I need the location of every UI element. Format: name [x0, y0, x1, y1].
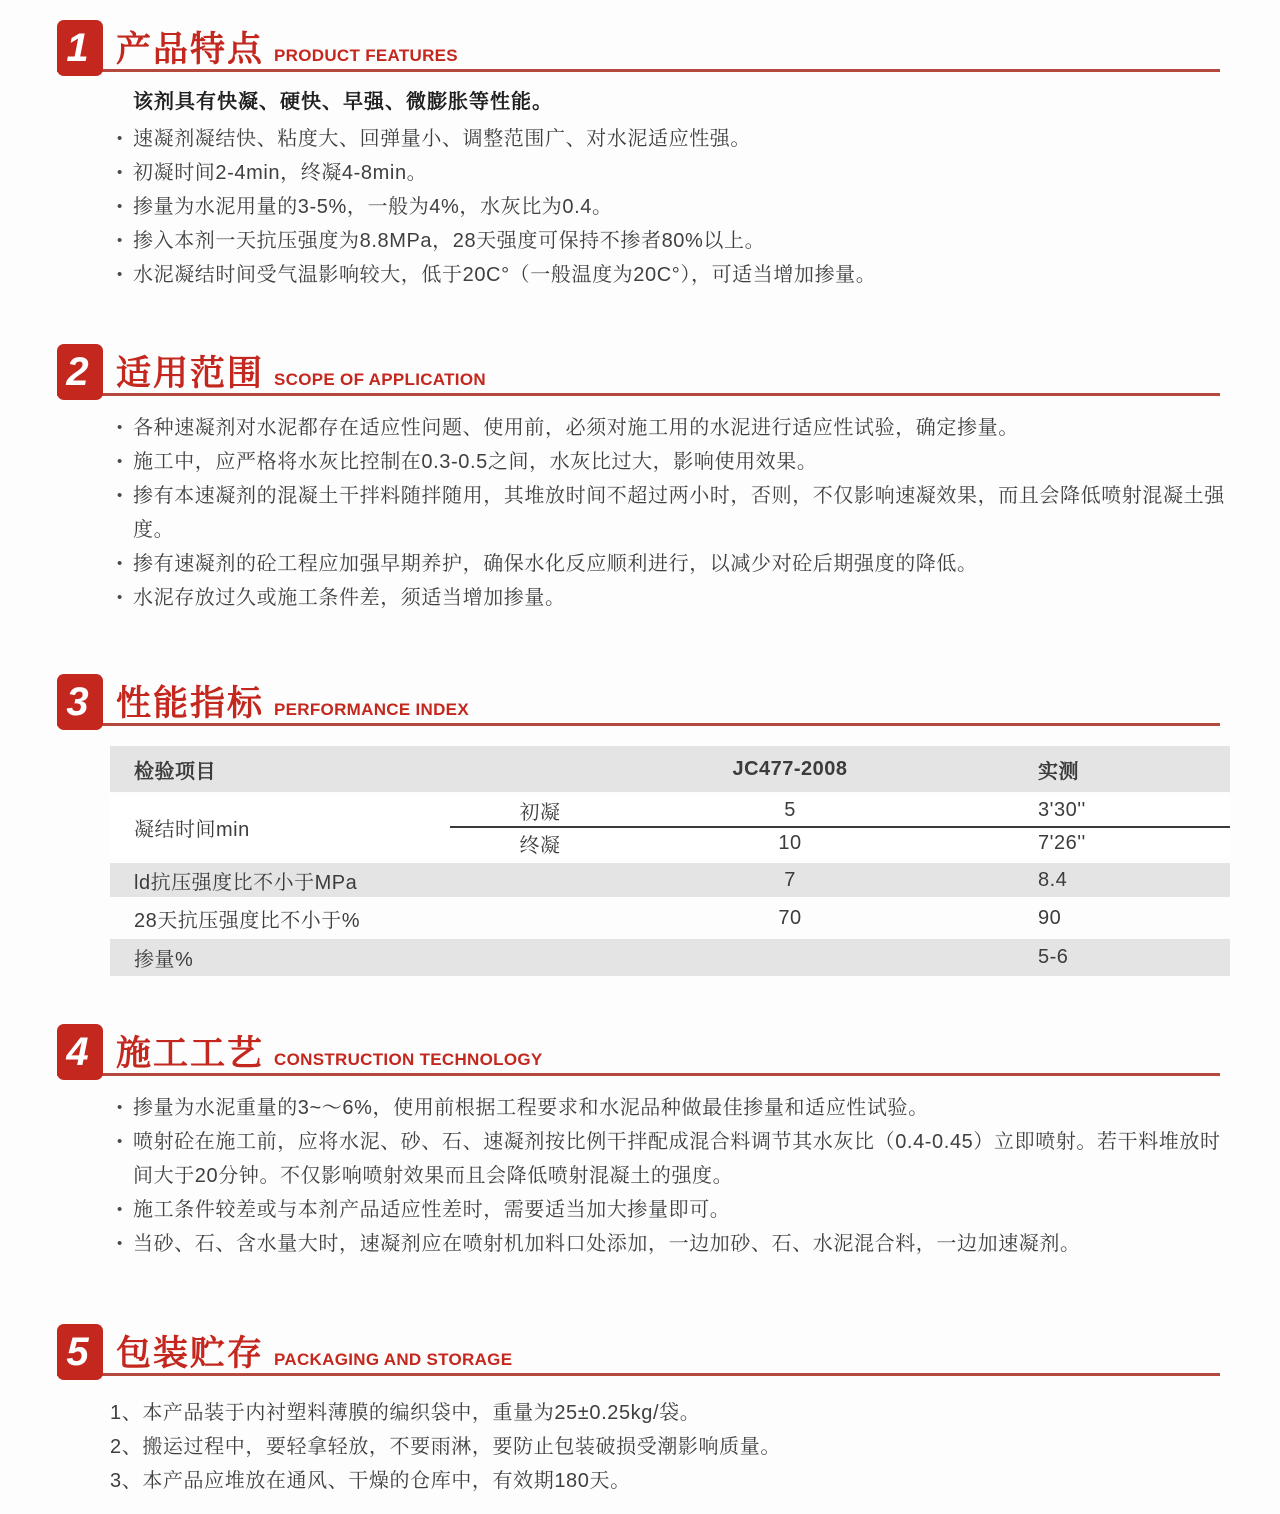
table-cell-sub: 初凝 [519, 802, 561, 824]
section-number-badge: 1 [57, 20, 103, 76]
section-title-en: PACKAGING AND STORAGE [274, 1350, 513, 1369]
table-row [110, 939, 1230, 976]
section-header [57, 18, 1220, 72]
table-cell-measured: 3'30'' [1038, 799, 1086, 821]
table-cell-measured: 7'26'' [1038, 832, 1086, 854]
section-title-cn: 产品特点 [116, 30, 265, 69]
section-header [57, 672, 1220, 726]
section-title-cn: 施工工艺 [116, 1034, 265, 1073]
section-title-cn: 包装贮存 [116, 1334, 265, 1373]
numbered-list [110, 1396, 1280, 1498]
section-number-badge: 3 [57, 674, 103, 730]
bullet-list [115, 1091, 1230, 1261]
bullet-item: • 掺有本速凝剂的混凝土干拌料随拌随用，其堆放时间不超过两小时，否则，不仅影响速凝效果，而且会降低喷射混凝土强度。 [115, 479, 1230, 547]
bullet-item: • 各种速凝剂对水泥都存在适应性问题、使用前，必须对施工用的水泥进行适应性试验，确定掺量。 [115, 411, 1230, 445]
section-product-features [0, 18, 1280, 292]
bullet-list [115, 122, 1230, 292]
section-header [57, 342, 1220, 396]
bullet-item: • 速凝剂凝结快、粘度大、回弹量小、调整范围广、对水泥适应性强。 [115, 122, 1230, 156]
section-title-en: CONSTRUCTION TECHNOLOGY [274, 1050, 543, 1069]
col-header-measured: 实测 [1038, 760, 1079, 783]
bullet-list [115, 411, 1230, 615]
table-row-setting-time [110, 795, 1230, 859]
table-cell-item: 掺量% [134, 949, 194, 971]
bullet-item: • 施工条件较差或与本剂产品适应性差时，需要适当加大掺量即可。 [115, 1193, 1230, 1227]
section-packaging-storage [0, 1322, 1280, 1498]
section-number-badge: 4 [57, 1024, 103, 1080]
bullet-item: • 初凝时间2-4min，终凝4-8min。 [115, 156, 1230, 190]
table-cell-jc: 10 [778, 832, 802, 854]
col-header-item: 检验项目 [134, 760, 216, 783]
table-row [110, 863, 1230, 897]
table-subrow-initial [450, 795, 1230, 826]
numbered-item: 1、本产品装于内衬塑料薄膜的编织袋中，重量为25±0.25kg/袋。 [110, 1402, 701, 1424]
numbered-item: 3、本产品应堆放在通风、干燥的仓库中，有效期180天。 [110, 1470, 631, 1492]
section-construction-technology [0, 1022, 1280, 1261]
table-cell-sub: 终凝 [519, 835, 561, 857]
bullet-item: • 水泥存放过久或施工条件差，须适当增加掺量。 [115, 581, 1230, 615]
section-performance-index [0, 672, 1280, 976]
section-title-cn: 适用范围 [116, 354, 265, 393]
section-title-en: PRODUCT FEATURES [274, 46, 458, 65]
section-title-cn: 性能指标 [116, 684, 265, 723]
bullet-item: • 掺入本剂一天抗压强度为8.8MPa，28天强度可保持不掺者80%以上。 [115, 224, 1230, 258]
bullet-item: • 施工中，应严格将水灰比控制在0.3-0.5之间，水灰比过大，影响使用效果。 [115, 445, 1230, 479]
bullet-item: • 喷射砼在施工前，应将水泥、砂、石、速凝剂按比例干拌配成混合料调节其水灰比（0.4-0.45）立即喷射。若干料堆放时间大于20分钟。不仅影响喷射效果而且会降低喷射混凝土的强度。 [115, 1125, 1230, 1193]
table-cell-item: 28天抗压强度比不小于% [134, 909, 361, 932]
col-header-jc: JC477-2008 [732, 757, 848, 780]
setting-time-subrows [450, 795, 1230, 859]
bullet-item: • 掺量为水泥用量的3-5%，一般为4%，水灰比为0.4。 [115, 190, 1230, 224]
table-cell-measured: 8.4 [1038, 868, 1068, 891]
table-subrow-final [450, 828, 1230, 859]
table-cell-jc: 5 [784, 799, 796, 821]
bullet-item: • 掺量为水泥重量的3~～6%，使用前根据工程要求和水泥品种做最佳掺量和适应性试验。 [115, 1091, 1230, 1125]
section-title-en: SCOPE OF APPLICATION [274, 370, 486, 389]
table-header-row [110, 746, 1230, 792]
section-title-en: PERFORMANCE INDEX [274, 700, 469, 719]
table-cell-measured: 5-6 [1038, 946, 1069, 968]
table-row [110, 901, 1230, 935]
table-cell-label: 凝结时间min [134, 818, 250, 841]
section-header [57, 1022, 1220, 1076]
table-cell-measured: 90 [1038, 906, 1062, 929]
section-header [57, 1322, 1220, 1376]
bullet-item: • 掺有速凝剂的砼工程应加强早期养护，确保水化反应顺利进行，以减少对砼后期强度的降低。 [115, 547, 1230, 581]
table-cell-jc: 7 [784, 868, 796, 891]
section-scope-of-application [0, 342, 1280, 615]
section-number-badge: 5 [57, 1324, 103, 1380]
performance-table [110, 746, 1230, 976]
table-cell-item: ld抗压强度比不小于MPa [134, 871, 358, 894]
features-intro: 该剂具有快凝、硬快、早强、微膨胀等性能。 [133, 91, 553, 113]
bullet-item: • 当砂、石、含水量大时，速凝剂应在喷射机加料口处添加，一边加砂、石、水泥混合料，一边加速凝剂。 [115, 1227, 1230, 1261]
table-cell-jc: 70 [778, 906, 802, 929]
section-number-badge: 2 [57, 344, 103, 400]
numbered-item: 2、搬运过程中，要轻拿轻放，不要雨淋，要防止包装破损受潮影响质量。 [110, 1436, 781, 1458]
bullet-item: • 水泥凝结时间受气温影响较大，低于20C°（一般温度为20C°），可适当增加掺量。 [115, 258, 1230, 292]
